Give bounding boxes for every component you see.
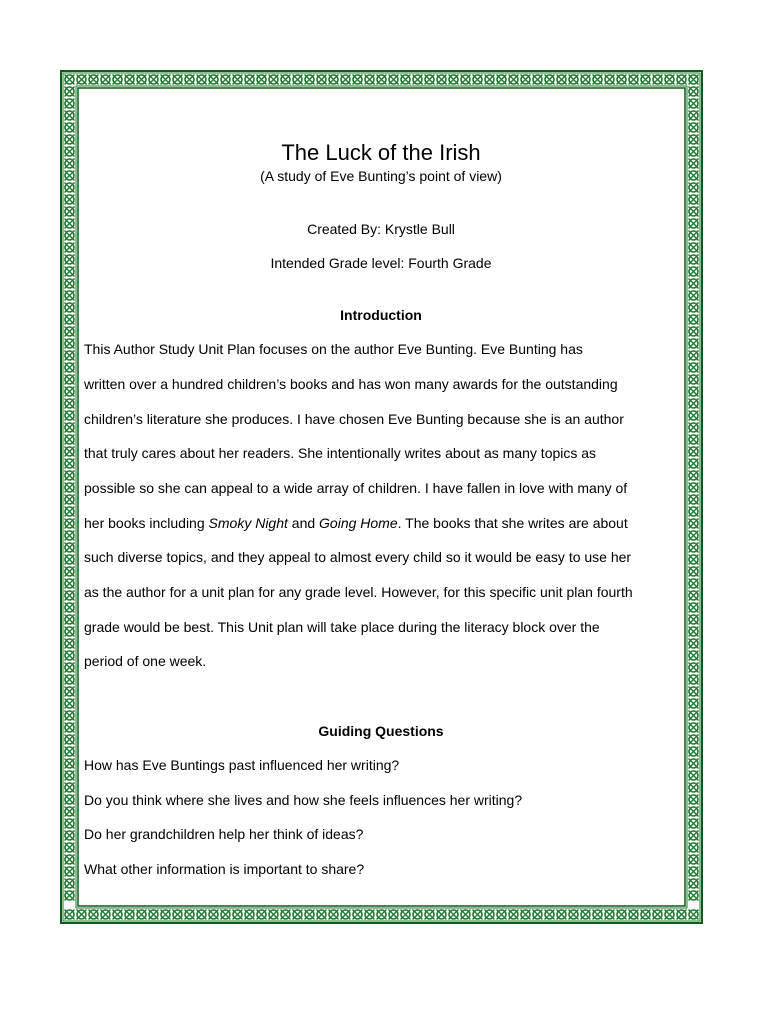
intro-line: period of one week.	[84, 653, 207, 669]
book-title-smoky-night: Smoky Night	[208, 515, 288, 531]
created-by-line: Created By: Krystle Bull	[307, 221, 455, 237]
intro-line: children’s literature she produces. I have chosen Eve Bunting because she is an author	[84, 411, 624, 427]
book-title-going-home: Going Home	[319, 515, 398, 531]
intro-line: This Author Study Unit Plan focuses on the author Eve Bunting. Eve Bunting has	[84, 341, 583, 357]
guiding-question: Do you think where she lives and how she feels influences her writing?	[84, 792, 523, 808]
guiding-question: How has Eve Buntings past influenced her writing?	[84, 757, 400, 773]
document-title: The Luck of the Irish	[281, 140, 481, 165]
intro-line: such diverse topics, and they appeal to almost every child so it would be easy to use her	[84, 549, 632, 565]
grade-level-line: Intended Grade level: Fourth Grade	[270, 255, 492, 271]
intro-line: that truly cares about her readers. She intentionally writes about as many topics as	[84, 445, 597, 461]
intro-line: as the author for a unit plan for any grade level. However, for this specific unit plan fourth	[84, 584, 633, 600]
intro-line: written over a hundred children’s books and has won many awards for the outstanding	[84, 376, 618, 392]
document-content	[82, 88, 680, 908]
guiding-question: What other information is important to share?	[84, 861, 365, 877]
guiding-questions-heading: Guiding Questions	[318, 723, 444, 739]
document-subtitle: (A study of Eve Bunting’s point of view)	[260, 168, 502, 184]
intro-line: grade would be best. This Unit plan will take place during the literacy block over the	[84, 619, 600, 635]
intro-line-text: and	[287, 515, 320, 531]
intro-line: possible so she can appeal to a wide array of children. I have fallen in love with many of	[84, 480, 628, 496]
guiding-question: Do her grandchildren help her think of ideas?	[84, 826, 364, 842]
intro-line-text: her books including	[84, 515, 209, 531]
intro-line-with-book-titles	[84, 514, 628, 532]
introduction-heading: Introduction	[340, 307, 422, 323]
intro-line-text: . The books that she writes are about	[397, 515, 628, 531]
